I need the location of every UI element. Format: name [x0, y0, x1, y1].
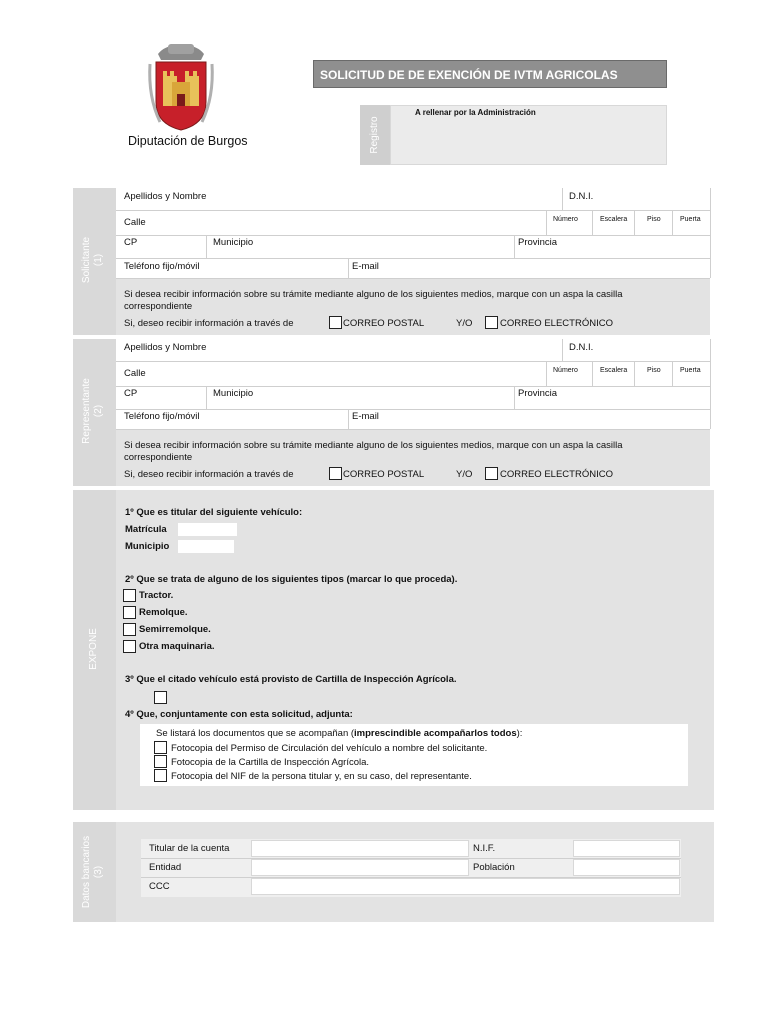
solicitante-info-line2: correspondiente	[124, 301, 193, 312]
nif-label: N.I.F.	[473, 843, 496, 854]
entidad-input[interactable]	[251, 859, 469, 876]
representante-side-label: Representante (2)	[81, 378, 104, 444]
solicitante-correo-electronico-checkbox[interactable]	[485, 316, 498, 329]
ccc-label: CCC	[149, 881, 170, 892]
solicitante-info-box	[116, 279, 710, 335]
bancarios-side-label: Datos bancarios (3)	[81, 835, 104, 909]
doc-cartilla-checkbox[interactable]	[154, 755, 167, 768]
coat-of-arms-icon	[146, 42, 216, 132]
bancarios-section	[116, 822, 714, 922]
nif-input[interactable]	[573, 840, 680, 857]
tipo-semirremolque-checkbox[interactable]	[123, 623, 136, 636]
poblacion-label: Población	[473, 862, 515, 873]
vehiculo-municipio-label: Municipio	[125, 541, 170, 552]
representante-section	[116, 339, 712, 486]
representante-correo-postal-label: CORREO POSTAL	[343, 469, 425, 480]
tipo-semirremolque-label: Semirremolque.	[139, 624, 211, 635]
registro-sidebar	[360, 105, 390, 165]
form-title: SOLICITUD DE DE EXENCIÓN DE IVTM AGRICOLAS	[320, 68, 618, 82]
representante-dni-label: D.N.I.	[569, 342, 594, 353]
solicitante-email-label: E-mail	[352, 261, 379, 272]
entidad-label: Entidad	[149, 862, 182, 873]
solicitante-dni-label: D.N.I.	[569, 191, 594, 202]
tipo-remolque-label: Remolque.	[139, 607, 188, 618]
representante-info-line2: correspondiente	[124, 452, 193, 463]
p2-title: 2º Que se trata de alguno de los siguientes tipos (marcar lo que proceda).	[125, 574, 458, 585]
expone-side-label: EXPONE	[88, 628, 99, 670]
representante-puerta-label: Puerta	[680, 367, 701, 374]
solicitante-cp-label: CP	[124, 237, 138, 248]
admin-note: A rellenar por la Administración	[415, 108, 536, 117]
representante-cp-label: CP	[124, 388, 138, 399]
representante-telefono-label: Teléfono fijo/móvil	[124, 411, 200, 422]
doc-nif-label: Fotocopia del NIF de la persona titular y, en su caso, del representante.	[171, 771, 472, 782]
titular-input[interactable]	[251, 840, 469, 857]
representante-correo-electronico-checkbox[interactable]	[485, 467, 498, 480]
solicitante-info-line1: Si desea recibir información sobre su trámite mediante alguno de los siguientes medios, marque con un aspa la casilla	[124, 289, 623, 300]
solicitante-puerta-label: Puerta	[680, 216, 701, 223]
solicitante-sidebar	[73, 188, 116, 335]
expone-sidebar	[73, 490, 116, 810]
solicitante-yo-label: Y/O	[456, 318, 473, 329]
representante-info-line1: Si desea recibir información sobre su trámite mediante alguno de los siguientes medios, marque con un aspa la casilla	[124, 440, 623, 451]
titular-label: Titular de la cuenta	[149, 843, 230, 854]
docs-intro: Se listará los documentos que se acompañan (imprescindible acompañarlos todos):	[156, 728, 523, 739]
solicitante-municipio-label: Municipio	[213, 237, 254, 248]
representante-calle-label: Calle	[124, 368, 146, 379]
solicitante-calle-label: Calle	[124, 217, 146, 228]
solicitante-telefono-label: Teléfono fijo/móvil	[124, 261, 200, 272]
tipo-tractor-checkbox[interactable]	[123, 589, 136, 602]
representante-yo-label: Y/O	[456, 469, 473, 480]
p4-title: 4º Que, conjuntamente con esta solicitud, adjunta:	[125, 709, 353, 720]
representante-apellidos-label: Apellidos y Nombre	[124, 342, 207, 353]
solicitante-piso-label: Piso	[647, 216, 661, 223]
p3-title: 3º Que el citado vehículo está provisto de Cartilla de Inspección Agrícola.	[125, 674, 457, 685]
solicitante-provincia-label: Provincia	[518, 237, 558, 248]
doc-nif-checkbox[interactable]	[154, 769, 167, 782]
representante-correo-electronico-label: CORREO ELECTRÓNICO	[500, 469, 613, 480]
solicitante-numero-label: Número	[553, 216, 578, 223]
doc-cartilla-label: Fotocopia de la Cartilla de Inspección Agrícola.	[171, 757, 370, 768]
cartilla-checkbox[interactable]	[154, 691, 167, 704]
solicitante-section	[116, 188, 712, 335]
tipo-remolque-checkbox[interactable]	[123, 606, 136, 619]
representante-provincia-label: Provincia	[518, 388, 558, 399]
representante-info-box	[116, 430, 710, 486]
representante-numero-label: Número	[553, 367, 578, 374]
solicitante-correo-postal-label: CORREO POSTAL	[343, 318, 425, 329]
representante-email-label: E-mail	[352, 411, 379, 422]
solicitante-apellidos-label: Apellidos y Nombre	[124, 191, 207, 202]
solicitante-correo-electronico-label: CORREO ELECTRÓNICO	[500, 318, 613, 329]
solicitante-side-label: Solicitante (1)	[81, 236, 104, 284]
registro-box	[390, 105, 667, 165]
representante-piso-label: Piso	[647, 367, 661, 374]
doc-permiso-checkbox[interactable]	[154, 741, 167, 754]
representante-sidebar	[73, 339, 116, 486]
p1-title: 1º Que es titular del siguiente vehículo:	[125, 507, 303, 518]
form-title-bar	[313, 60, 667, 88]
org-name: Diputación de Burgos	[128, 134, 248, 148]
bancarios-sidebar	[73, 822, 116, 922]
tipo-otra-maquinaria-checkbox[interactable]	[123, 640, 136, 653]
bank-table	[141, 839, 681, 897]
solicitante-escalera-label: Escalera	[600, 216, 628, 223]
solicitante-correo-postal-checkbox[interactable]	[329, 316, 342, 329]
doc-permiso-label: Fotocopia del Permiso de Circulación del vehículo a nombre del solicitante.	[171, 743, 488, 754]
ccc-input[interactable]	[251, 878, 680, 895]
solicitante-via-text: Si, deseo recibir información a través de	[124, 318, 294, 329]
tipo-tractor-label: Tractor.	[139, 590, 174, 601]
expone-section	[116, 490, 714, 810]
tipo-otra-maquinaria-label: Otra maquinaria.	[139, 641, 215, 652]
representante-correo-postal-checkbox[interactable]	[329, 467, 342, 480]
matricula-input[interactable]	[178, 523, 237, 536]
representante-municipio-label: Municipio	[213, 388, 254, 399]
matricula-label: Matrícula	[125, 524, 167, 535]
registro-label: Registro	[369, 116, 380, 154]
vehiculo-municipio-input[interactable]	[178, 540, 234, 553]
poblacion-input[interactable]	[573, 859, 680, 876]
representante-via-text: Si, deseo recibir información a través de	[124, 469, 294, 480]
logo	[146, 42, 216, 132]
docs-box	[140, 724, 688, 786]
representante-escalera-label: Escalera	[600, 367, 628, 374]
